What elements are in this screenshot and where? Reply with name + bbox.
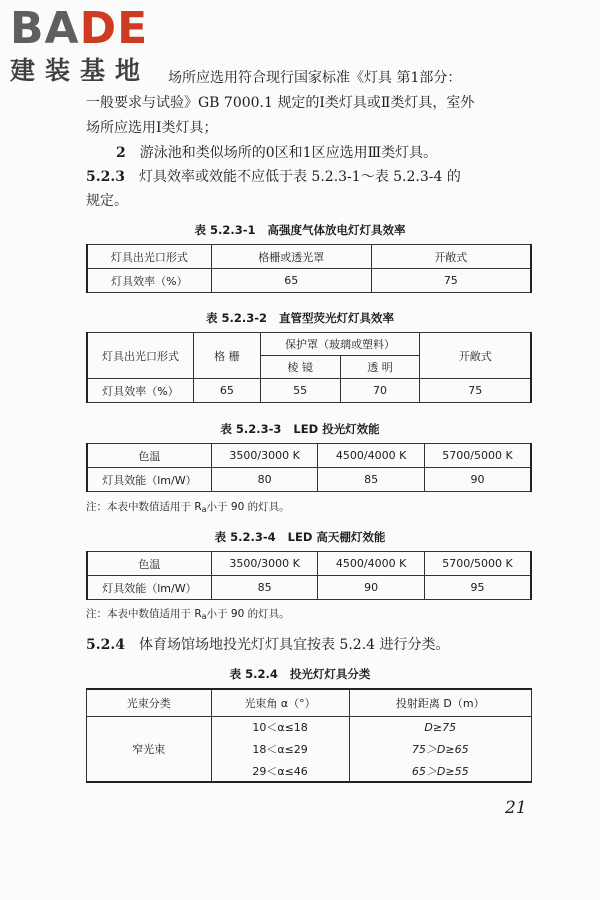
- table-cell: 灯具效能（lm/W）: [87, 468, 211, 492]
- table-cell: 光束分类: [87, 689, 212, 716]
- table-cell: 65: [211, 269, 371, 293]
- table-cell: 3500/3000 K: [211, 444, 318, 468]
- table-cell: 90: [424, 468, 531, 492]
- table-cell: 5700/5000 K: [424, 552, 531, 576]
- section-5-2-3: [86, 166, 461, 189]
- para-line-2: 一般要求与试验》GB 7000.1 规定的Ⅰ类灯具或Ⅱ类灯具，室外: [86, 95, 475, 111]
- logo-subtitle: 建装基地: [10, 56, 151, 85]
- table-floodlight-classification: [86, 688, 532, 783]
- table-cell: 85: [318, 468, 425, 492]
- table-cell: 3500/3000 K: [211, 552, 318, 576]
- table-cell: 65＞D≥55: [349, 760, 531, 782]
- para-line-3: 场所应选用Ⅰ类灯具；: [86, 120, 218, 136]
- table-cell: 光束角 α（°）: [211, 689, 349, 716]
- table-header-row: [87, 333, 531, 356]
- list-item-2: [116, 142, 437, 165]
- section-5-2-4: [86, 634, 450, 657]
- table-row: [87, 576, 531, 600]
- table-note: [86, 499, 290, 514]
- table-cell: 80: [211, 468, 318, 492]
- table-led-highbay-efficacy: [86, 551, 532, 600]
- table-number: 表 5.2.3-4: [214, 530, 276, 544]
- table-title: 直管型荧光灯灯具效率: [279, 311, 395, 325]
- table-title: LED 高天棚灯效能: [287, 530, 386, 544]
- table-cell: 55: [260, 379, 340, 403]
- section-text: 灯具效率或效能不应低于表 5.2.3-1～表 5.2.3-4 的: [138, 169, 461, 185]
- table-caption: [0, 222, 600, 238]
- table-caption: [0, 666, 600, 682]
- table-row: [87, 379, 531, 403]
- table-cell: 75＞D≥65: [349, 738, 531, 760]
- table-cell: 85: [211, 576, 318, 600]
- para-line-1: 场所应选用符合现行国家标准《灯具 第1部分：: [168, 70, 462, 86]
- table-caption: [0, 310, 600, 326]
- table-number: 表 5.2.4: [229, 667, 278, 681]
- table-led-floodlight-efficacy: [86, 443, 532, 492]
- table-number: 表 5.2.3-2: [205, 311, 268, 325]
- table-caption: [0, 421, 600, 437]
- table-number: 表 5.2.3-3: [220, 422, 282, 436]
- note-text: 注：本表中数值适用于 R: [86, 501, 202, 513]
- table-cell: 灯具出光口形式: [87, 333, 194, 379]
- table-cell: 65: [194, 379, 261, 403]
- table-cell: 窄光束: [87, 716, 212, 782]
- table-cell: 灯具效率（%）: [87, 269, 211, 293]
- table-number: 表 5.2.3-1: [194, 223, 256, 237]
- table-cell: 投射距离 D（m）: [349, 689, 531, 716]
- section-number: 5.2.4: [86, 637, 125, 653]
- table-row: [87, 468, 531, 492]
- page-number: 21: [505, 798, 527, 818]
- table-cell: 开敞式: [420, 333, 531, 379]
- table-title: 投光灯灯具分类: [289, 667, 371, 681]
- table-cell: 18＜α≤29: [211, 738, 349, 760]
- table-cell: 5700/5000 K: [424, 444, 531, 468]
- table-cell: 4500/4000 K: [318, 444, 425, 468]
- table-cell: 90: [318, 576, 425, 600]
- logo-wordmark-a: BA: [10, 3, 80, 54]
- table-cell: 4500/4000 K: [318, 552, 425, 576]
- table-cell: 格 栅: [194, 333, 261, 379]
- table-cell: 70: [340, 379, 420, 403]
- table-row: [87, 716, 532, 738]
- list-item-2-number: 2: [116, 145, 126, 161]
- brand-logo: [10, 3, 151, 86]
- table-header-row: [87, 689, 532, 716]
- table-cell: 29＜α≤46: [211, 760, 349, 782]
- table-cell: 棱 镜: [260, 356, 340, 379]
- section-number: 5.2.3: [86, 169, 125, 185]
- note-text: 小于 90 的灯具。: [206, 608, 290, 620]
- table-cell: 灯具效率（%）: [87, 379, 194, 403]
- table-cell: 色温: [87, 444, 211, 468]
- table-cell: 格栅或透光罩: [211, 245, 371, 269]
- table-cell: 10＜α≤18: [211, 716, 349, 738]
- table-header-row: [87, 552, 531, 576]
- table-header-row: [87, 245, 531, 269]
- table-cell: 75: [371, 269, 531, 293]
- section-5-2-3-cont: 规定。: [86, 193, 128, 209]
- table-header-row: [87, 444, 531, 468]
- note-subscript: a: [201, 612, 207, 621]
- table-title: 高强度气体放电灯灯具效率: [267, 223, 406, 237]
- table-note: [86, 606, 290, 621]
- table-cell: 95: [424, 576, 531, 600]
- list-item-2-text: 游泳池和类似场所的0区和1区应选用Ⅲ类灯具。: [139, 145, 438, 161]
- table-cell: 色温: [87, 552, 211, 576]
- table-hid-lamp-efficiency: [86, 244, 532, 293]
- note-subscript: a: [201, 505, 207, 514]
- table-fluorescent-efficiency: [86, 332, 532, 403]
- note-text: 注：本表中数值适用于 R: [86, 608, 202, 620]
- table-caption: [0, 529, 600, 545]
- logo-wordmark: [10, 3, 150, 54]
- table-cell: 保护罩（玻璃或塑料）: [260, 333, 420, 356]
- table-cell: 开敞式: [371, 245, 531, 269]
- table-cell: 灯具效能（lm/W）: [87, 576, 211, 600]
- table-cell: 灯具出光口形式: [87, 245, 211, 269]
- table-row: [87, 269, 531, 293]
- table-cell: 75: [420, 379, 531, 403]
- table-cell: D≥75: [349, 716, 531, 738]
- section-text: 体育场馆场地投光灯灯具宜按表 5.2.4 进行分类。: [138, 637, 450, 653]
- table-title: LED 投光灯效能: [293, 422, 380, 436]
- table-cell: 透 明: [340, 356, 420, 379]
- note-text: 小于 90 的灯具。: [206, 501, 290, 513]
- logo-wordmark-b: DE: [79, 3, 149, 54]
